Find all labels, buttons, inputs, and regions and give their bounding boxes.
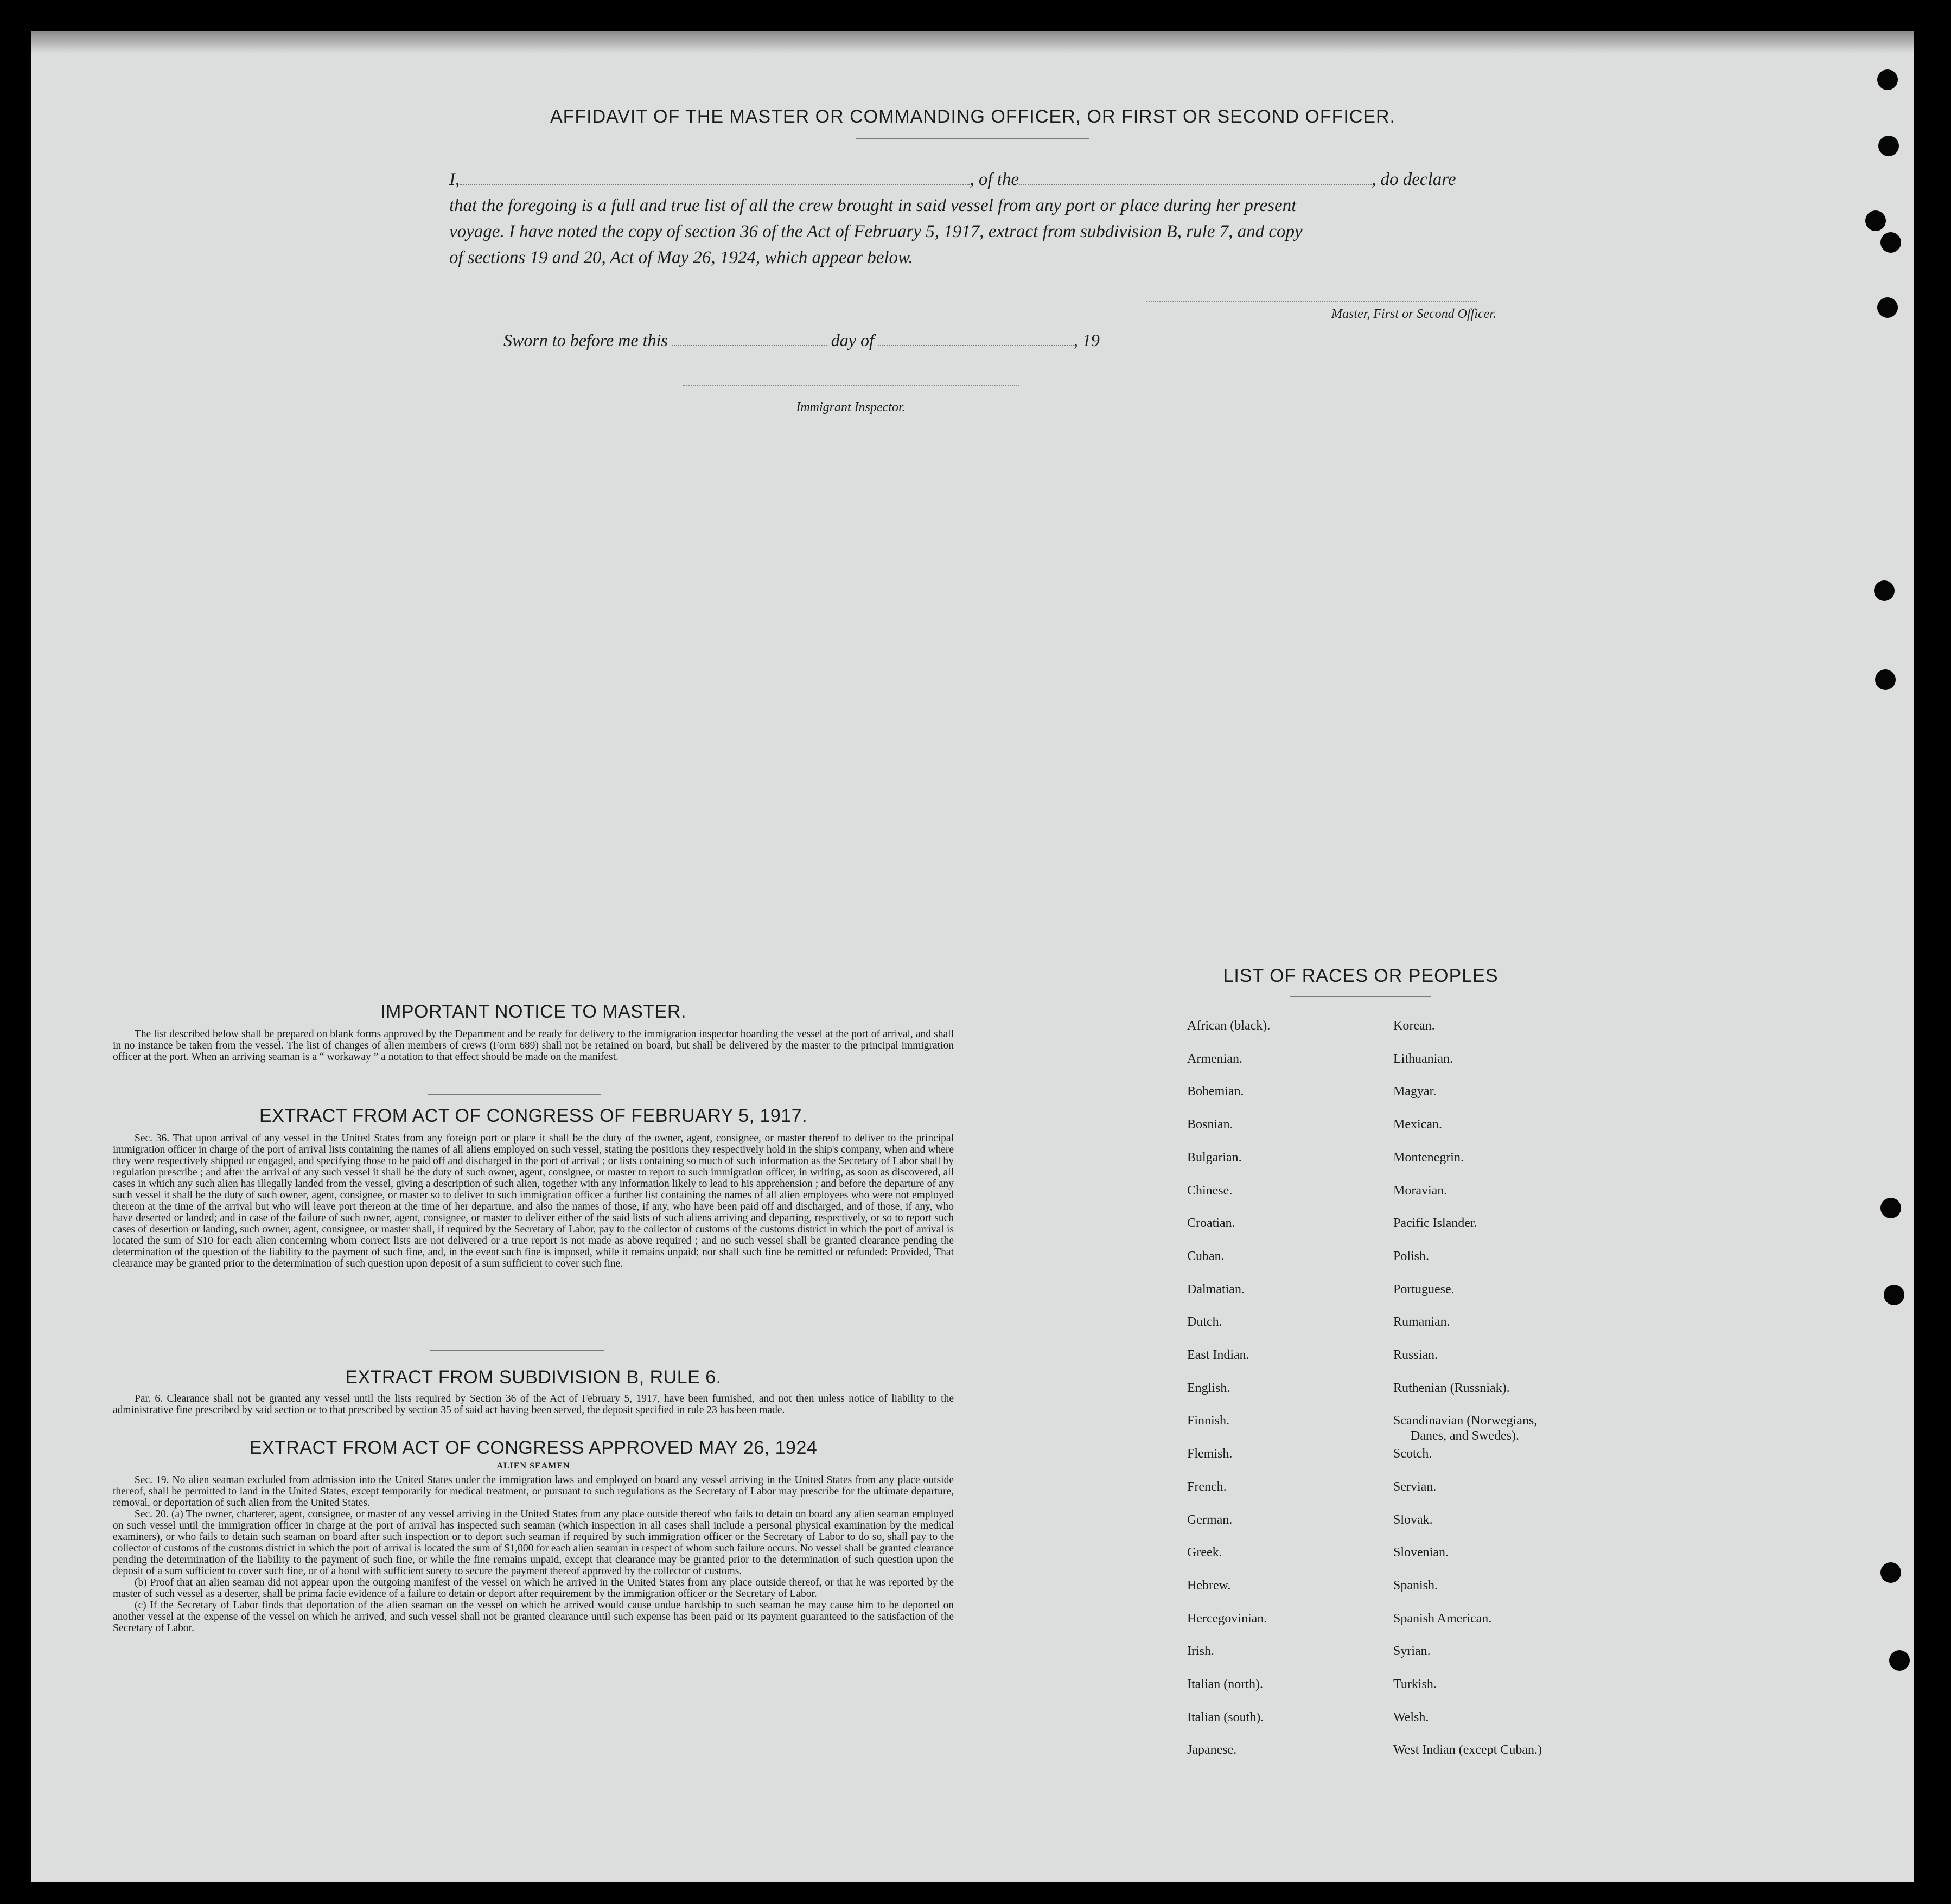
race-item: Pacific Islander. bbox=[1393, 1216, 1477, 1231]
race-item: Servian. bbox=[1393, 1479, 1437, 1494]
extract-1924-text bbox=[113, 1474, 954, 1634]
sworn-day-label: day of bbox=[831, 330, 874, 350]
race-item: Scandinavian (Norwegians, bbox=[1393, 1414, 1538, 1428]
race-item: Portuguese. bbox=[1393, 1282, 1455, 1296]
binder-hole bbox=[1880, 1562, 1901, 1583]
race-item: Bulgarian. bbox=[1187, 1150, 1242, 1165]
affidavit-body bbox=[449, 166, 1578, 271]
race-item: Greek. bbox=[1187, 1545, 1222, 1560]
affidavit-line-2: that the foregoing is a full and true list of all the crew brought in said vessel from any port or place during her present bbox=[449, 196, 1297, 215]
extract-1924-title: EXTRACT FROM ACT OF CONGRESS APPROVED MAY 26, 1924 bbox=[249, 1437, 818, 1458]
race-item: Croatian. bbox=[1187, 1216, 1235, 1231]
sworn-year-label: , 19 bbox=[1073, 330, 1100, 350]
race-item: Hebrew. bbox=[1187, 1578, 1231, 1593]
race-item: Welsh. bbox=[1393, 1710, 1429, 1724]
binder-hole bbox=[1878, 136, 1899, 156]
notice-paragraph: The list described below shall be prepared on blank forms approved by the Department and be ready for delivery to the immigration inspector boarding the vessel at the port of arrival, and shall in no instance be taken from the vessel. The list of changes of alien members of crews (Form 689) shall not be retained on board, but shall be delivered by the master to the principal immigration officer at the port. When an arriving seaman is a “ workaway ” a notation to that effect should be made on the manifest. bbox=[113, 1028, 954, 1063]
race-item: Rumanian. bbox=[1393, 1315, 1450, 1330]
notice-title: IMPORTANT NOTICE TO MASTER. bbox=[380, 1001, 686, 1022]
inspector-caption: Immigrant Inspector. bbox=[796, 400, 906, 414]
sec-36-paragraph: Sec. 36. That upon arrival of any vessel in the United States from any foreign port or place it shall be the duty of the owner, agent, consignee, or master thereof to deliver to the principal immigration officer in charge of the port of arrival lists containing the names of all aliens employed on such vessel, stating the positions they respectively hold in the ship's company, when and where they were respectively shipped or engaged, and specifying those to be paid off and discharged in the port of arrival ; or lists containing so much of such information as the Secretary of Labor shall by regulation prescribe ; and after the arrival of any such vessel it shall be the duty of such owner, agent, consignee, or master to report to such immigration officer, in writing, as soon as discovered, all cases in which any such alien has illegally landed from the vessel, giving a description of such alien, together with any information likely to lead to his apprehension ; and before the departure of any such vessel it shall be the duty of such owner, agent, consignee, or master so to deliver to such immigration officer a further list containing the names of all alien employees who were not employed thereon at the time of the arrival but who will leave port thereon at the time of her departure, and also the names of those, if any, who have been paid off and discharged, and of those, if any, who have deserted or landed; and in case of the failure of such owner, agent, consignee, or master to deliver either of the said lists of such aliens arriving and departing, respectively, or so to report such cases of desertion or landing, such owner, agent, consignee, or master shall, if required by the Secretary of Labor, pay to the collector of customs of the customs district in which the port of arrival is located the sum of $10 for each alien concerning whom correct lists are not delivered or a true report is not made as above required ; and no such vessel shall be granted clearance pending the determination of the question of the liability to the payment of such fine, and, in the event such fine is imposed, while it remains unpaid; nor shall such fine be remitted or refunded: Provided, That clearance may be granted prior to the determination of such question upon deposit of a sum sufficient to cover such fine. bbox=[113, 1133, 954, 1269]
race-item: Danes, and Swedes). bbox=[1411, 1429, 1519, 1443]
race-item: German. bbox=[1187, 1512, 1233, 1527]
race-item: Moravian. bbox=[1393, 1183, 1448, 1198]
race-item: Syrian. bbox=[1393, 1644, 1431, 1659]
extract-1917-title: EXTRACT FROM ACT OF CONGRESS OF FEBRUARY 5, 1917. bbox=[259, 1106, 808, 1126]
race-item: English. bbox=[1187, 1381, 1230, 1395]
race-item: Polish. bbox=[1393, 1249, 1430, 1263]
section-divider bbox=[430, 1350, 604, 1351]
sworn-prefix: Sworn to before me this bbox=[503, 330, 668, 350]
binder-hole bbox=[1889, 1650, 1910, 1671]
signature-line[interactable] bbox=[1146, 301, 1477, 302]
race-item: Finnish. bbox=[1187, 1414, 1230, 1428]
extract-rule6-title: EXTRACT FROM SUBDIVISION B, RULE 6. bbox=[345, 1367, 722, 1388]
binder-hole bbox=[1865, 210, 1886, 231]
race-item: Turkish. bbox=[1393, 1677, 1437, 1691]
sec-20b-paragraph: (b) Proof that an alien seaman did not appear upon the outgoing manifest of the vessel on which he arrived in the United States from any place outside thereof, or that he was reported by the master of such vessel as a deserter, shall be prima facie evidence of a failure to detain or deport after requirement by the immigration officer or the Secretary of Labor. bbox=[113, 1577, 954, 1600]
extract-rule6-text bbox=[113, 1393, 954, 1416]
race-item: Spanish American. bbox=[1393, 1611, 1492, 1626]
race-item: Hercegovinian. bbox=[1187, 1611, 1267, 1626]
race-item: Italian (south). bbox=[1187, 1710, 1264, 1724]
binder-hole bbox=[1884, 1285, 1904, 1305]
race-item: Cuban. bbox=[1187, 1249, 1225, 1263]
affidavit-title: AFFIDAVIT OF THE MASTER OR COMMANDING OFFICER, OR FIRST OR SECOND OFFICER. bbox=[550, 106, 1396, 127]
sec-20c-paragraph: (c) If the Secretary of Labor finds that deportation of the alien seaman on the vessel on which he arrived would cause undue hardship to such seaman he may cause him to be deported on another vessel at the expense of the vessel on which he arrived, and such vessel shall not be granted clearance until such expense has been paid or its payment guaranteed to the satisfaction of the Secretary of Labor. bbox=[113, 1600, 954, 1634]
extract-1917-text bbox=[113, 1133, 954, 1269]
race-item: Irish. bbox=[1187, 1644, 1214, 1659]
binder-hole bbox=[1877, 69, 1898, 90]
form-sheet bbox=[31, 31, 1914, 1882]
race-item: Dalmatian. bbox=[1187, 1282, 1245, 1296]
race-item: Armenian. bbox=[1187, 1051, 1242, 1066]
race-item: Ruthenian (Russniak). bbox=[1393, 1381, 1510, 1395]
race-item: Japanese. bbox=[1187, 1743, 1237, 1758]
race-item: Dutch. bbox=[1187, 1315, 1222, 1330]
race-item: Chinese. bbox=[1187, 1183, 1233, 1198]
notice-text bbox=[113, 1028, 954, 1063]
races-divider bbox=[1290, 996, 1431, 997]
affidavit-line-1 bbox=[449, 166, 1578, 193]
par-6-paragraph: Par. 6. Clearance shall not be granted any vessel until the lists required by Section 36 of the Act of February 5, 1917, have been furnished, and not then unless notice of liability to the administrative fine prescribed by said section or to that prescribed by section 35 of said act having been served, the deposit specified in rule 23 has been made. bbox=[113, 1393, 954, 1416]
race-item: West Indian (except Cuban.) bbox=[1393, 1743, 1542, 1758]
affidavit-i-label: I, bbox=[449, 170, 460, 189]
affidavit-declare-label: , do declare bbox=[1371, 170, 1456, 189]
race-item: French. bbox=[1187, 1479, 1227, 1494]
race-item: Montenegrin. bbox=[1393, 1150, 1464, 1165]
sworn-day-field[interactable] bbox=[672, 328, 827, 346]
sec-20a-paragraph: Sec. 20. (a) The owner, charterer, agent, consignee, or master of any vessel arriving in the United States from any place outside thereof who fails to detain on board any alien seaman employed on such vessel until the immigration officer in charge at the port of arrival has inspected such seaman (which inspection in all cases shall include a personal physical examination by the medical examiners), or who fails to detain such seaman on board after such inspection or to deport such seaman if required by such immigration officer or the Secretary of Labor to do so, shall pay to the collector of customs of the customs district in which the port of arrival is located the sum of $1,000 for each alien seaman in respect of whom such failure occurs. No vessel shall be granted clearance pending the determination of the liability to the payment of such fine, or while the fine remains unpaid, except that clearance may be granted prior to the determination of such question upon the deposit of a sum sufficient to cover such fine, or of a bond with sufficient surety to secure the payment thereof approved by the collector of customs. bbox=[113, 1509, 954, 1577]
affidavit-line-3: voyage. I have noted the copy of section 36 of the Act of February 5, 1917, extract from subdivision B, rule 7, and copy bbox=[449, 222, 1303, 241]
signature-caption: Master, First or Second Officer. bbox=[1331, 307, 1496, 321]
sec-19-paragraph: Sec. 19. No alien seaman excluded from admission into the United States under the immigration laws and employed on board any vessel arriving in the United States from any place outside thereof, shall be permitted to land in the United States, except temporarily for medical treatment, or pursuant to such regulations as the Secretary of Labor may prescribe for the ultimate departure, removal, or deportation of such alien from the United States. bbox=[113, 1474, 954, 1509]
title-divider bbox=[856, 138, 1089, 139]
sworn-line bbox=[503, 328, 1100, 350]
inspector-signature-line[interactable] bbox=[683, 385, 1019, 386]
race-item: Italian (north). bbox=[1187, 1677, 1263, 1691]
race-item: Bosnian. bbox=[1187, 1117, 1233, 1132]
sworn-month-field[interactable] bbox=[878, 328, 1074, 346]
affidavit-line-4: of sections 19 and 20, Act of May 26, 1924, which appear below. bbox=[449, 248, 913, 267]
race-item: Flemish. bbox=[1187, 1447, 1233, 1461]
race-item: Slovenian. bbox=[1393, 1545, 1449, 1560]
race-item: Korean. bbox=[1393, 1019, 1435, 1033]
declarant-name-field[interactable] bbox=[460, 166, 970, 185]
binder-hole bbox=[1877, 297, 1898, 318]
vessel-name-field[interactable] bbox=[1019, 166, 1372, 185]
binder-hole bbox=[1875, 669, 1896, 690]
race-item: Slovak. bbox=[1393, 1512, 1433, 1527]
races-title: LIST OF RACES OR PEOPLES bbox=[1223, 966, 1499, 986]
race-item: Magyar. bbox=[1393, 1084, 1437, 1099]
race-item: Russian. bbox=[1393, 1348, 1438, 1362]
race-item: Mexican. bbox=[1393, 1117, 1442, 1132]
binder-hole bbox=[1874, 580, 1895, 601]
race-item: Lithuanian. bbox=[1393, 1051, 1453, 1066]
race-item: Scotch. bbox=[1393, 1447, 1432, 1461]
affidavit-of-label: , of the bbox=[970, 170, 1019, 189]
section-divider bbox=[428, 1094, 601, 1095]
race-item: African (black). bbox=[1187, 1019, 1271, 1033]
race-item: Spanish. bbox=[1393, 1578, 1438, 1593]
race-item: Bohemian. bbox=[1187, 1084, 1244, 1099]
alien-seamen-subtitle: ALIEN SEAMEN bbox=[496, 1461, 570, 1471]
race-item: East Indian. bbox=[1187, 1348, 1249, 1362]
binder-hole bbox=[1880, 1198, 1901, 1218]
binder-hole bbox=[1880, 232, 1901, 253]
